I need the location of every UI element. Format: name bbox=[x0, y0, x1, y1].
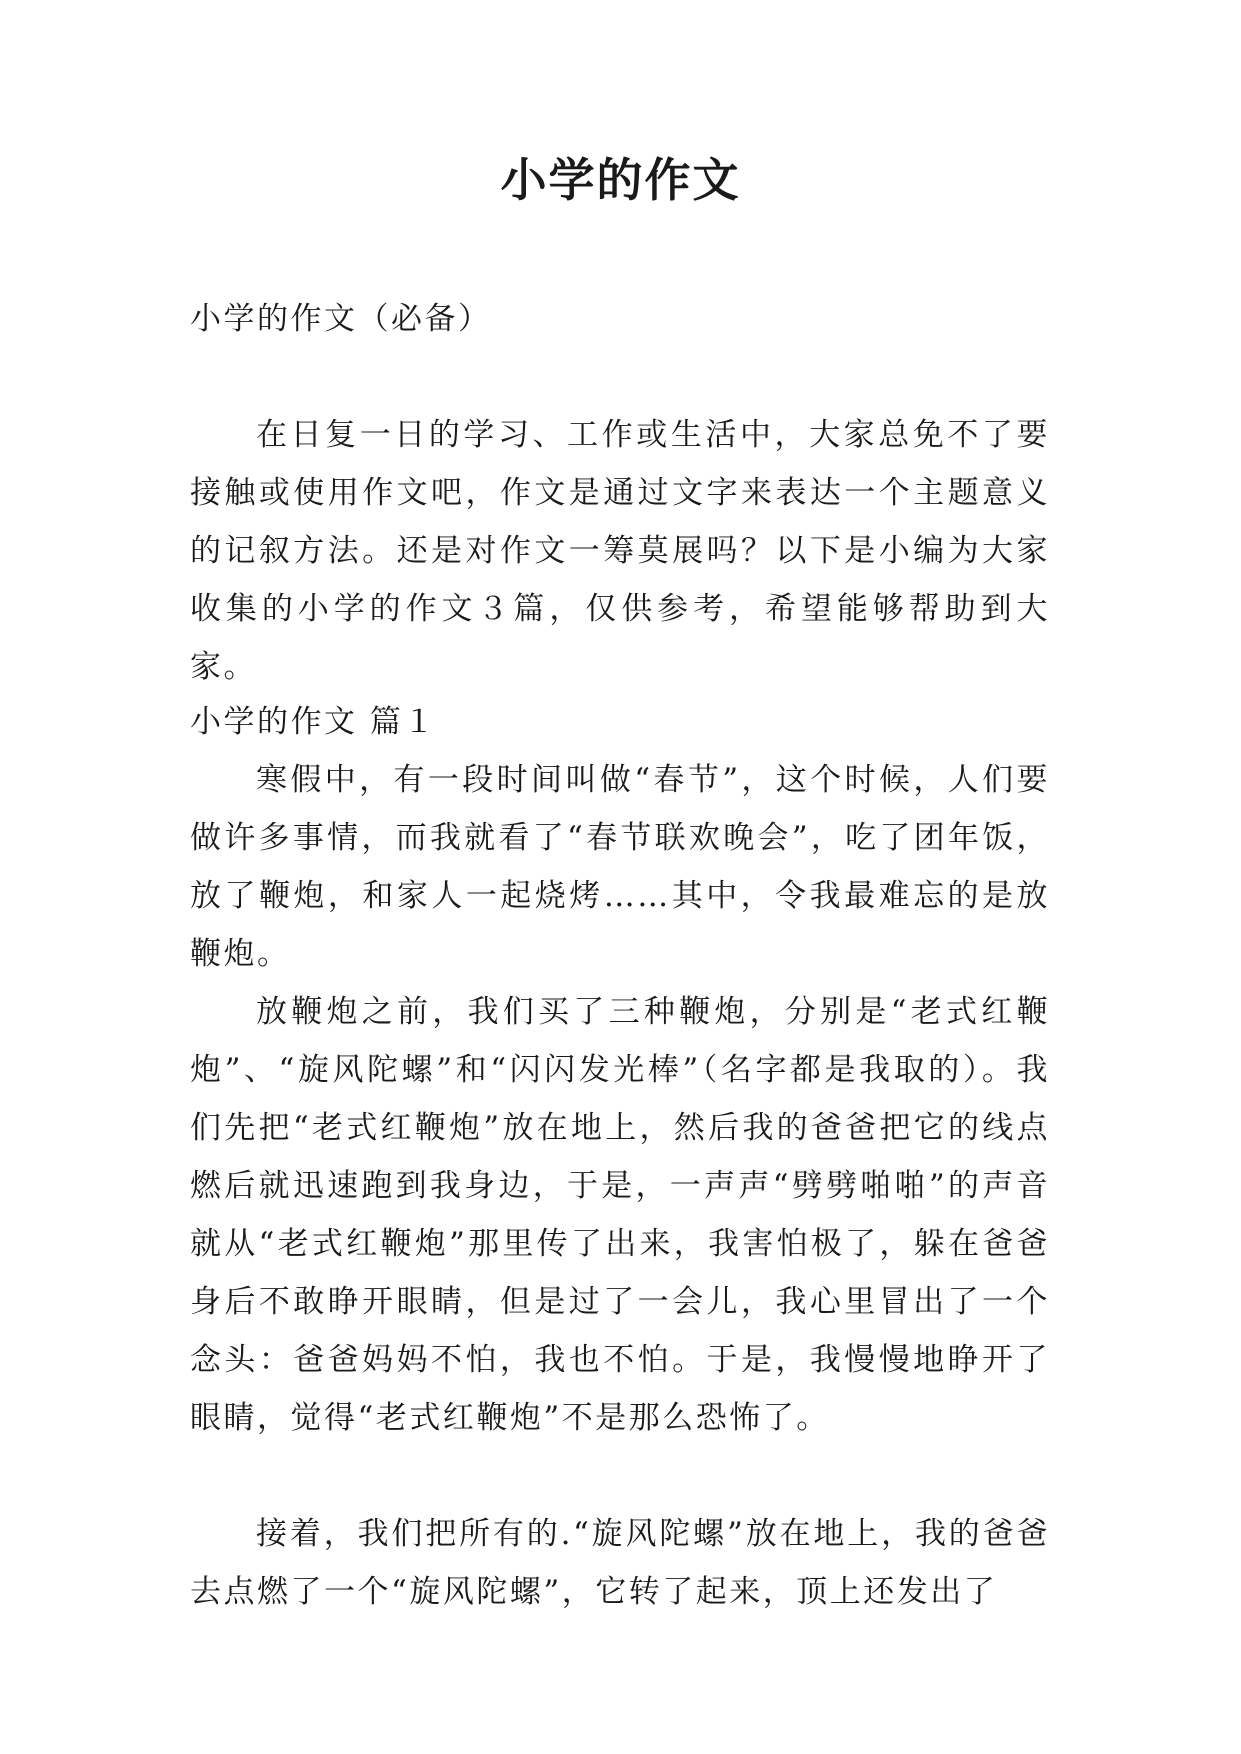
body-paragraph-3: 接着，我们把所有的.“旋风陀螺”放在地上，我的爸爸去点燃了一个“旋风陀螺”，它转了起来，顶上还发出了 bbox=[190, 1516, 1050, 1610]
section-heading: 小学的作文 篇１ bbox=[190, 704, 437, 740]
document-subtitle: 小学的作文（必备） bbox=[190, 301, 492, 337]
document-title: 小学的作文 bbox=[500, 153, 741, 207]
intro-paragraph: 在日复一日的学习、工作或生活中，大家总免不了要接触或使用作文吧，作文是通过文字来表达一个主题意义的记叙方法。还是对作文一筹莫展吗？以下是小编为大家收集的小学的作文３篇，仅供参考，希望能够帮助到大家。 bbox=[190, 417, 1050, 685]
body-paragraph-2: 放鞭炮之前，我们买了三种鞭炮，分别是“老式红鞭炮”、“旋风陀螺”和“闪闪发光棒”（名字都是我取的）。我们先把“老式红鞭炮”放在地上，然后我的爸爸把它的线点燃后就迅速跑到我身边，于是，一声声“劈劈啪啪”的声音就从“老式红鞭炮”那里传了出来，我害怕极了，躲在爸爸身后不敢睁开眼睛，但是过了一会儿，我心里冒出了一个念头：爸爸妈妈不怕，我也不怕。于是，我慢慢地睁开了眼睛，觉得“老式红鞭炮”不是那么恐怖了。 bbox=[190, 994, 1050, 1436]
body-paragraph-1: 寒假中，有一段时间叫做“春节”，这个时候，人们要做许多事情，而我就看了“春节联欢晚会”，吃了团年饭，放了鞭炮，和家人一起烧烤……其中，令我最难忘的是放鞭炮。 bbox=[190, 762, 1050, 972]
